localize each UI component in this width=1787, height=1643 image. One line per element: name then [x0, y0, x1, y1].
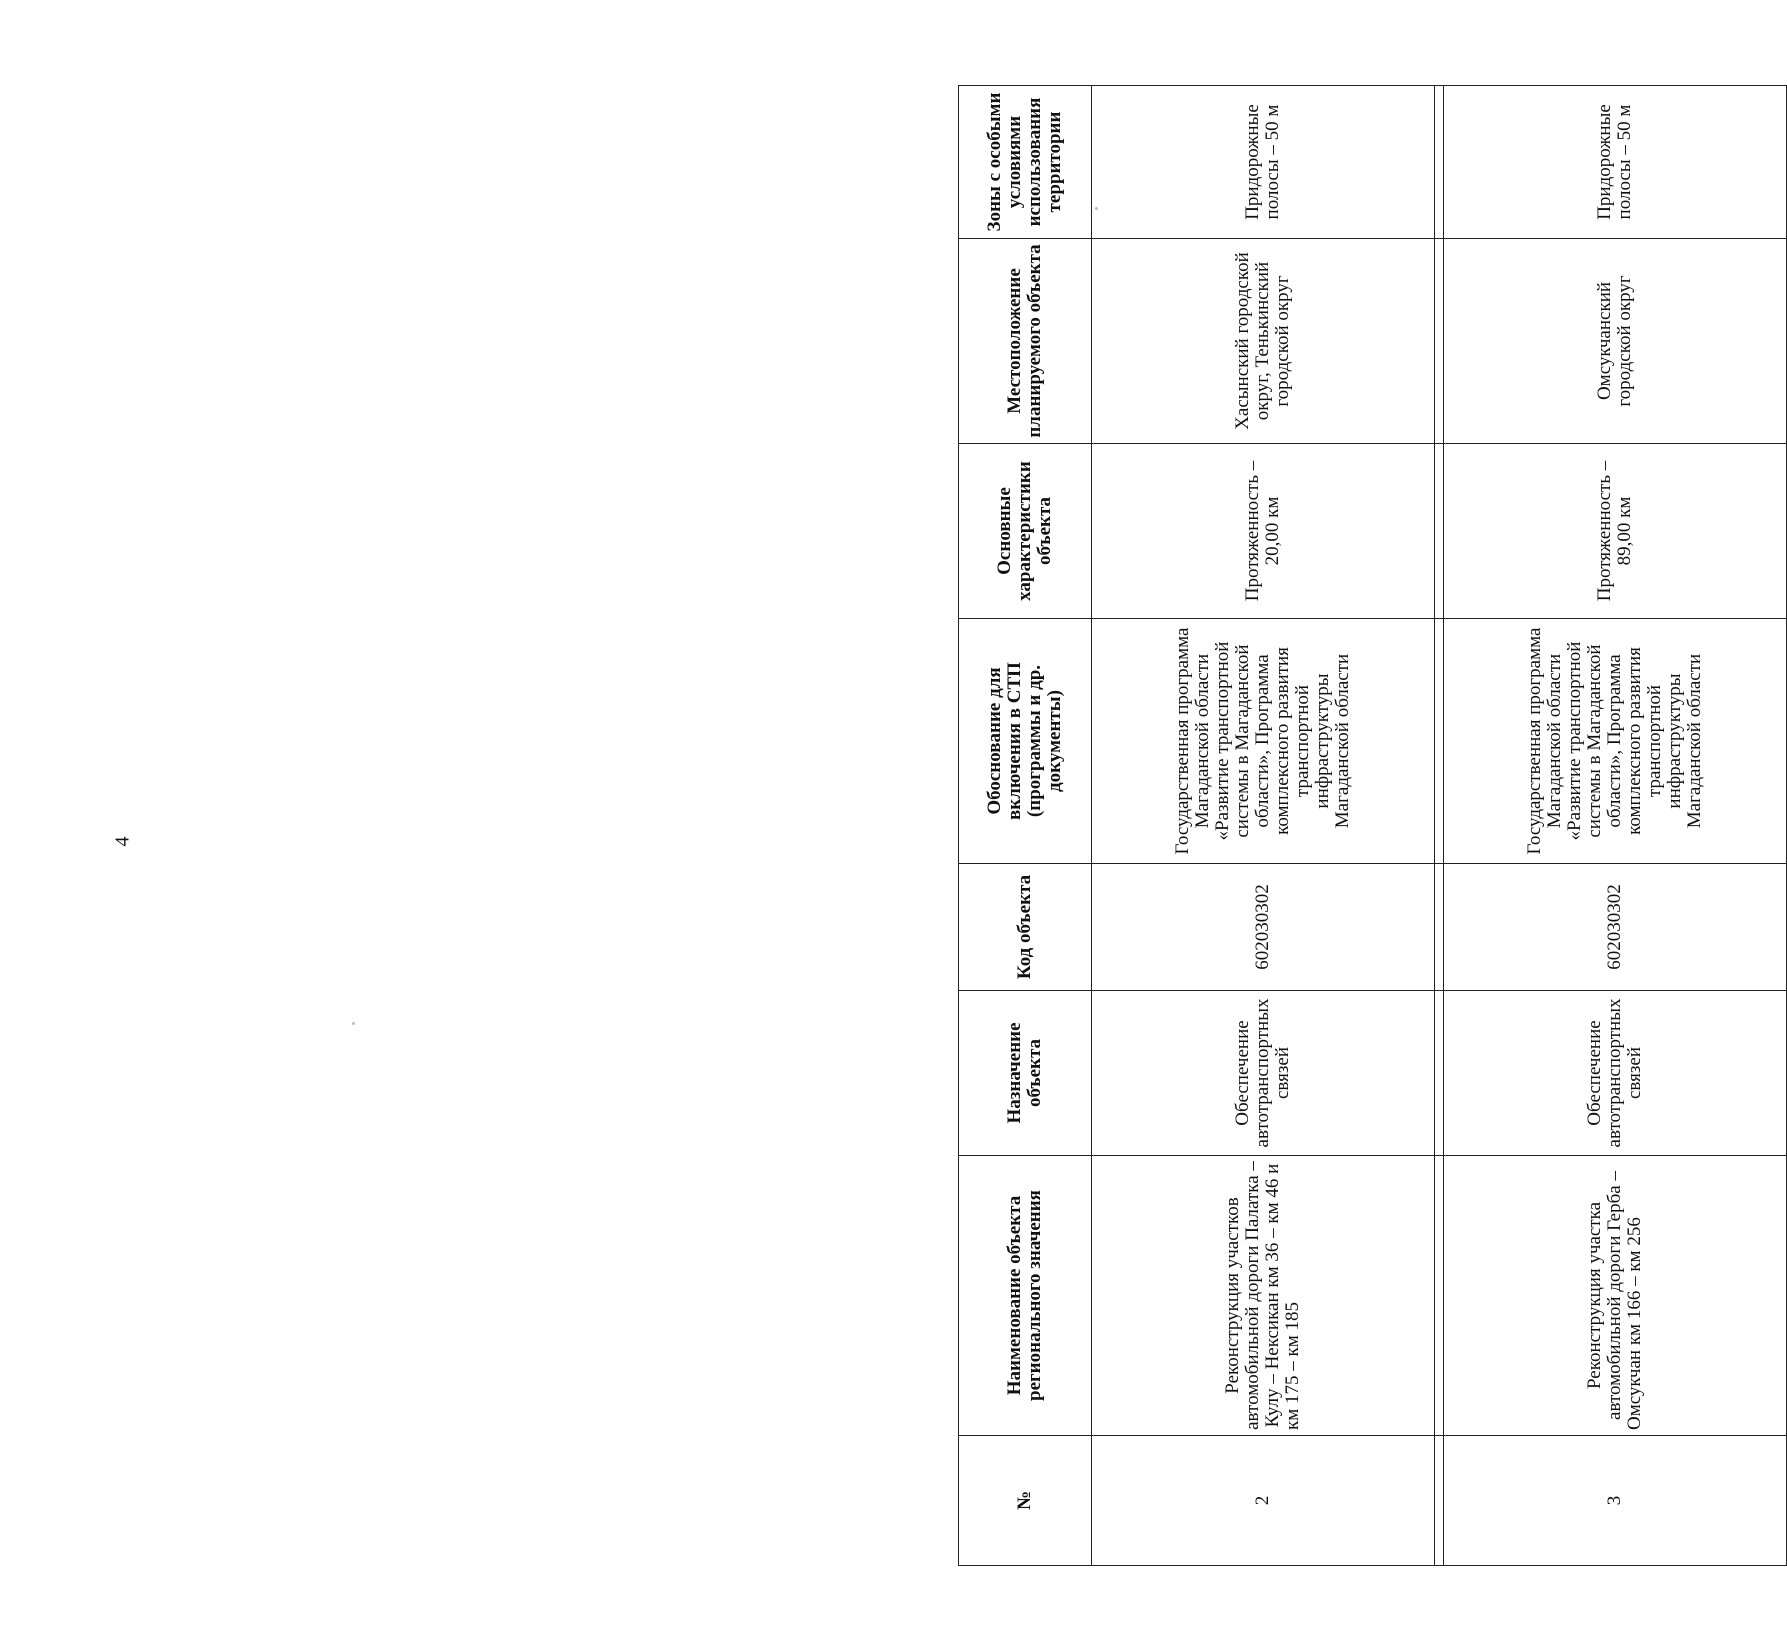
- cell-characteristics: Протяженность – 20,00 км: [1092, 444, 1435, 619]
- page-number: 4: [111, 836, 134, 847]
- table-row-divider: [1435, 86, 1444, 1566]
- header-basis: Обоснование для включения в СТП (программы и др. документы): [959, 619, 1092, 864]
- header-code: Код объекта: [959, 864, 1092, 991]
- divider-cell: [1435, 864, 1444, 991]
- cell-name: Реконструкция участка автомобильной дороги Герба – Омсукчан км 166 – км 256: [1444, 1156, 1787, 1436]
- table-row: [1092, 86, 1435, 1566]
- divider-cell: [1435, 619, 1444, 864]
- header-num: №: [959, 1436, 1092, 1566]
- cell-num: 2: [1092, 1436, 1435, 1566]
- scan-artifact: [352, 1022, 355, 1025]
- divider-cell: [1435, 86, 1444, 239]
- divider-cell: [1435, 1436, 1444, 1566]
- rotated-table-container: [958, 86, 1766, 1566]
- header-name: Наименование объекта регионального значения: [959, 1156, 1092, 1436]
- cell-name: Реконструкция участков автомобильной дороги Палатка – Кулу – Нексикан км 36 – км 46 и км 175 – км 185: [1092, 1156, 1435, 1436]
- cell-zones: Придорожные полосы – 50 м: [1444, 86, 1787, 239]
- cell-basis: Государственная программа Магаданской области «Развитие транспортной системы в Магаданской области», Программа комплексного развития транспортной инфраструктуры Магаданской области: [1092, 619, 1435, 864]
- cell-num: 3: [1444, 1436, 1787, 1566]
- cell-basis: Государственная программа Магаданской области «Развитие транспортной системы в Магаданской области», Программа комплексного развития транспортной инфраструктуры Магаданской области: [1444, 619, 1787, 864]
- cell-purpose: Обеспечение автотранспортных связей: [1444, 991, 1787, 1156]
- cell-code: 602030302: [1092, 864, 1435, 991]
- cell-characteristics: Протяженность – 89,00 км: [1444, 444, 1787, 619]
- cell-location: Омсукчанский городской округ: [1444, 239, 1787, 444]
- divider-cell: [1435, 239, 1444, 444]
- table-row: [1444, 86, 1787, 1566]
- table-header-row: [959, 86, 1092, 1566]
- cell-purpose: Обеспечение автотранспортных связей: [1092, 991, 1435, 1156]
- header-characteristics: Основные характеристики объекта: [959, 444, 1092, 619]
- cell-zones: Придорожные полосы – 50 м: [1092, 86, 1435, 239]
- divider-cell: [1435, 991, 1444, 1156]
- cell-code: 602030302: [1444, 864, 1787, 991]
- divider-cell: [1435, 444, 1444, 619]
- objects-table: [958, 85, 1787, 1566]
- header-purpose: Назначение объекта: [959, 991, 1092, 1156]
- header-location: Местоположение планируемого объекта: [959, 239, 1092, 444]
- cell-location: Хасынский городской округ, Тенькинский городской округ: [1092, 239, 1435, 444]
- header-zones: Зоны с особыми условиями использования территории: [959, 86, 1092, 239]
- divider-cell: [1435, 1156, 1444, 1436]
